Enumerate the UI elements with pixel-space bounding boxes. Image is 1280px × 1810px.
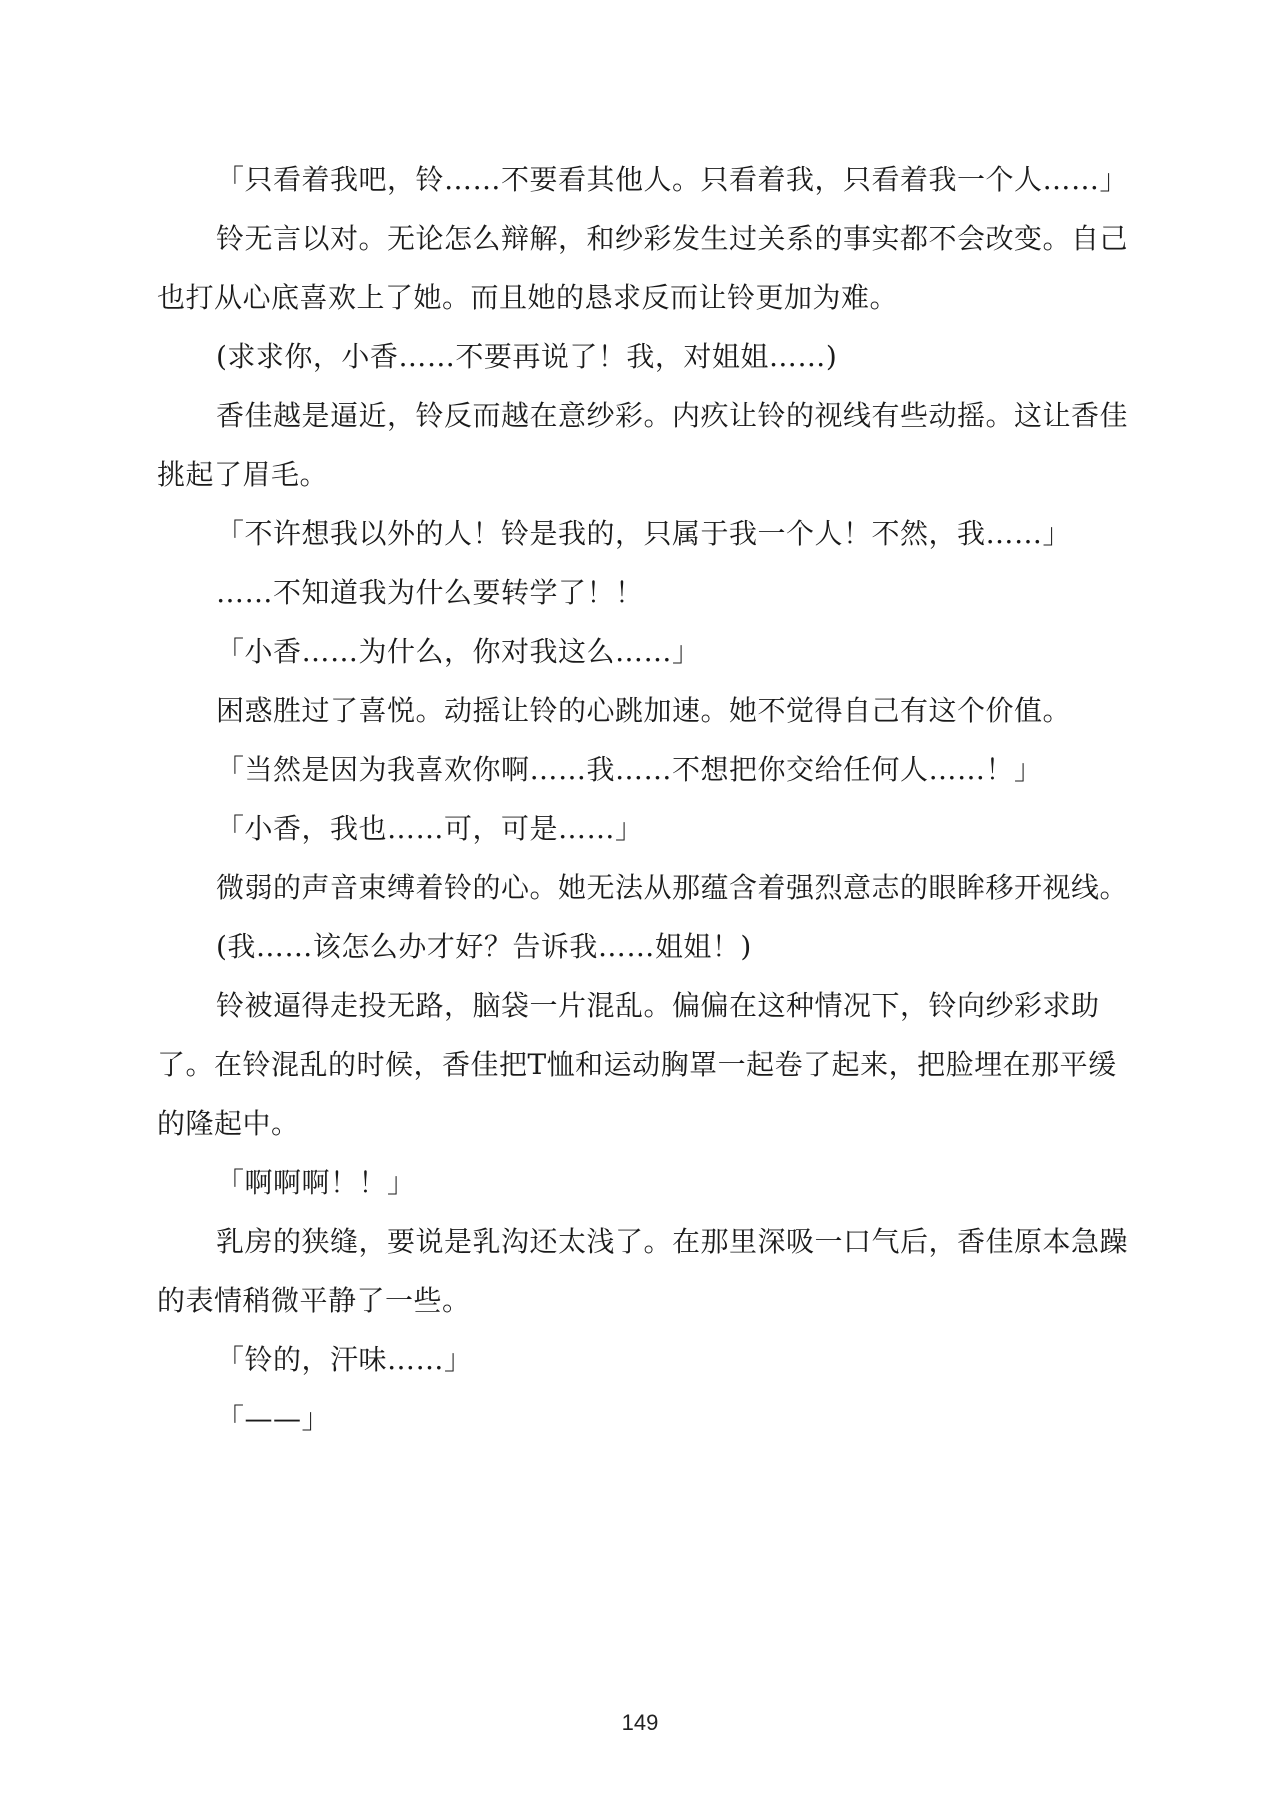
paragraph: 困惑胜过了喜悦。动摇让铃的心跳加速。她不觉得自己有这个价值。 bbox=[216, 694, 1072, 727]
paragraph: 铃被逼得走投无路，脑袋一片混乱。偏偏在这种情况下，铃向纱彩求助了。在铃混乱的时候，香佳把T恤和运动胸罩一起卷了起来，把脸埋在那平缓的隆起中。 bbox=[157, 989, 1117, 1140]
paragraph: 「——」 bbox=[216, 1402, 331, 1435]
paragraph: 「只看着我吧，铃……不要看其他人。只看着我，只看着我一个人……」 bbox=[216, 163, 1129, 196]
paragraph: (我……该怎么办才好？告诉我……姐姐！) bbox=[216, 930, 752, 963]
paragraph: 「啊啊啊！！」 bbox=[216, 1166, 416, 1199]
paragraph: 微弱的声音束缚着铃的心。她无法从那蕴含着强烈意志的眼眸移开视线。 bbox=[216, 871, 1129, 904]
paragraph: 乳房的狭缝，要说是乳沟还太浅了。在那里深吸一口气后，香佳原本急躁的表情稍微平静了一些。 bbox=[157, 1225, 1129, 1317]
paragraph: 香佳越是逼近，铃反而越在意纱彩。内疚让铃的视线有些动摇。这让香佳挑起了眉毛。 bbox=[157, 399, 1129, 491]
page-number: 149 bbox=[621, 1710, 659, 1735]
body-text bbox=[157, 150, 1132, 1448]
paragraph: 铃无言以对。无论怎么辩解，和纱彩发生过关系的事实都不会改变。自己也打从心底喜欢上了她。而且她的恳求反而让铃更加为难。 bbox=[157, 222, 1129, 314]
paragraph: 「不许想我以外的人！铃是我的，只属于我一个人！不然，我……」 bbox=[216, 517, 1072, 550]
paragraph: (求求你，小香……不要再说了！我，对姐姐……) bbox=[216, 340, 838, 373]
paragraph: 「铃的，汗味……」 bbox=[216, 1343, 473, 1376]
paragraph: 「小香，我也……可，可是……」 bbox=[216, 812, 644, 845]
paragraph: 「小香……为什么，你对我这么……」 bbox=[216, 635, 701, 668]
paragraph: ……不知道我为什么要转学了！！ bbox=[216, 576, 644, 609]
paragraph: 「当然是因为我喜欢你啊……我……不想把你交给任何人……！」 bbox=[216, 753, 1043, 786]
